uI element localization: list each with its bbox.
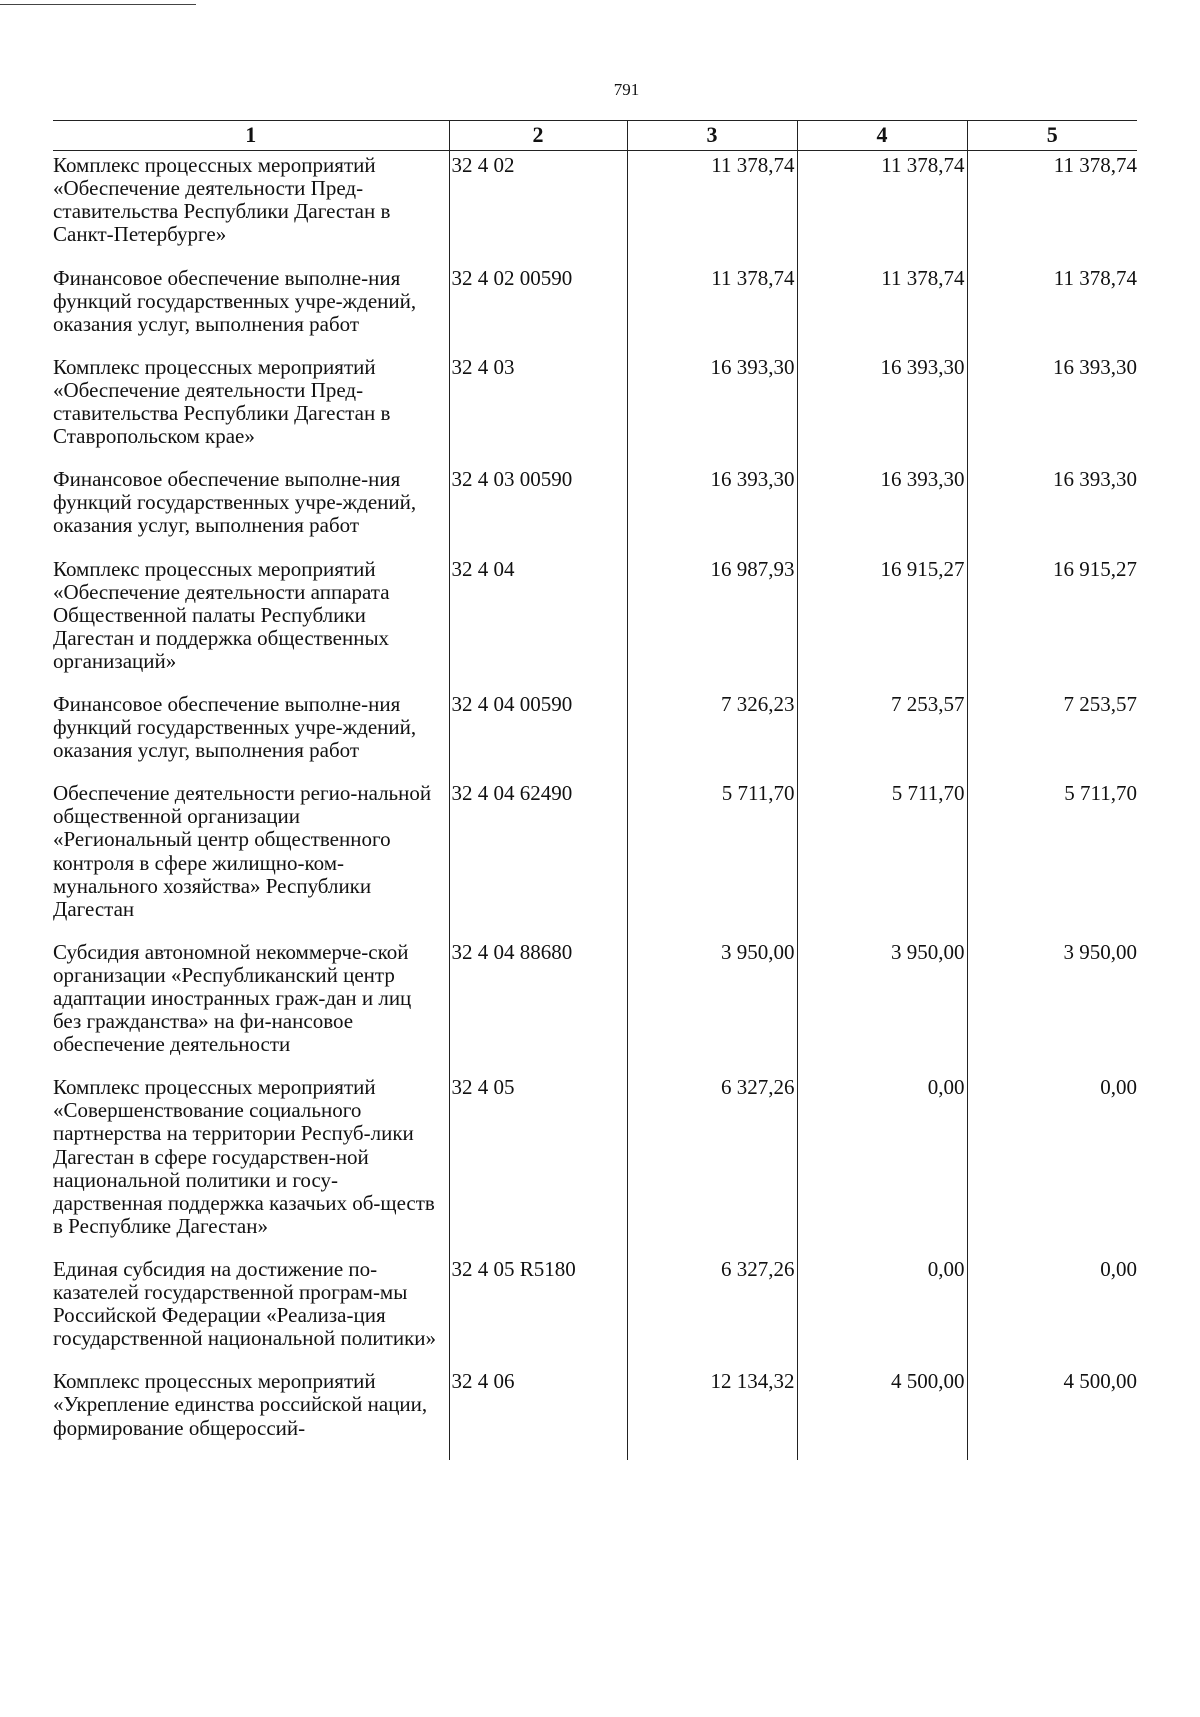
table-row [53, 693, 1137, 782]
row-value-col5: 16 393,30 [967, 468, 1137, 557]
row-value-col4: 3 950,00 [797, 941, 967, 1076]
row-value-col3: 5 711,70 [627, 782, 797, 941]
row-value-col3: 7 326,23 [627, 693, 797, 782]
row-name-cell: Обеспечение деятельности регио-нальной общественной организации «Региональный центр общественного контроля в сфере жилищно-ком-мунального хозяйства» Республики Дагестан [53, 781, 432, 921]
row-value-col5: 16 915,27 [967, 558, 1137, 693]
row-code-cell: 32 4 03 00590 [449, 468, 627, 557]
column-header-2: 2 [449, 121, 627, 151]
table-row [53, 941, 1137, 1076]
row-value-col3: 6 327,26 [627, 1076, 797, 1258]
table-row [53, 267, 1137, 356]
row-value-col3: 12 134,32 [627, 1370, 797, 1459]
row-name-cell: Субсидия автономной некоммерче-ской организации «Республиканский центр адаптации иностранных граж-дан и лиц без гражданства» на фи-нансовое обеспечение деятельности [53, 939, 412, 1057]
row-value-col3: 16 393,30 [627, 356, 797, 468]
table-row [53, 1258, 1137, 1370]
row-value-col4: 5 711,70 [797, 782, 967, 941]
row-code-cell: 32 4 04 88680 [449, 941, 627, 1076]
row-value-col4: 16 915,27 [797, 558, 967, 693]
row-value-col4: 7 253,57 [797, 693, 967, 782]
row-value-col4: 0,00 [797, 1076, 967, 1258]
row-name-cell: Финансовое обеспечение выполне-ния функций государственных учре-ждений, оказания услуг, выполнения работ [53, 265, 417, 336]
row-code-cell: 32 4 05 R5180 [449, 1258, 627, 1370]
row-value-col5: 3 950,00 [967, 941, 1137, 1076]
row-value-col3: 11 378,74 [627, 267, 797, 356]
row-code-cell: 32 4 02 [449, 151, 627, 267]
row-value-col5: 0,00 [967, 1076, 1137, 1258]
table-row [53, 1370, 1137, 1459]
row-value-col4: 11 378,74 [797, 267, 967, 356]
row-code-cell: 32 4 04 62490 [449, 782, 627, 941]
row-value-col5: 11 378,74 [967, 151, 1137, 267]
top-rule [0, 4, 196, 5]
table-row [53, 356, 1137, 468]
row-value-col5: 16 393,30 [967, 356, 1137, 468]
row-value-col3: 16 393,30 [627, 468, 797, 557]
column-header-3: 3 [627, 121, 797, 151]
row-name-cell: Комплекс процессных мероприятий «Обеспечение деятельности Пред-ставительства Республики Дагестан в Санкт-Петербурге» [53, 153, 391, 247]
row-value-col3: 16 987,93 [627, 558, 797, 693]
column-header-5: 5 [967, 121, 1137, 151]
row-value-col5: 0,00 [967, 1258, 1137, 1370]
table-row [53, 558, 1137, 693]
row-name-cell: Комплекс процессных мероприятий «Обеспечение деятельности Пред-ставительства Республики Дагестан в Ставропольском крае» [53, 354, 391, 449]
row-value-col3: 3 950,00 [627, 941, 797, 1076]
table-row [53, 782, 1137, 941]
row-value-col5: 5 711,70 [967, 782, 1137, 941]
row-name-cell: Единая субсидия на достижение по-казателей государственной програм-мы Российской Федерации «Реализа-ция государственной национальной политики» [53, 1256, 437, 1351]
row-value-col3: 11 378,74 [627, 151, 797, 267]
row-code-cell: 32 4 02 00590 [449, 267, 627, 356]
row-value-col4: 4 500,00 [797, 1370, 967, 1459]
table-row [53, 468, 1137, 557]
row-code-cell: 32 4 03 [449, 356, 627, 468]
row-value-col4: 16 393,30 [797, 468, 967, 557]
column-header-1: 1 [53, 121, 449, 151]
header-row [53, 121, 1137, 151]
row-value-col4: 11 378,74 [797, 151, 967, 267]
row-value-col4: 16 393,30 [797, 356, 967, 468]
row-name-cell: Комплекс процессных мероприятий «Обеспечение деятельности аппарата Общественной палаты Республики Дагестан и поддержка общественных организаций» [53, 556, 390, 673]
row-value-col5: 11 378,74 [967, 267, 1137, 356]
row-value-col5: 7 253,57 [967, 693, 1137, 782]
row-value-col3: 6 327,26 [627, 1258, 797, 1370]
row-code-cell: 32 4 04 [449, 558, 627, 693]
row-code-cell: 32 4 04 00590 [449, 693, 627, 782]
table-row [53, 1076, 1137, 1258]
table-body [53, 151, 1137, 1460]
row-value-col4: 0,00 [797, 1258, 967, 1370]
page-number: 791 [613, 80, 640, 99]
row-code-cell: 32 4 06 [449, 1370, 627, 1459]
row-name-cell: Финансовое обеспечение выполне-ния функций государственных учре-ждений, оказания услуг, выполнения работ [53, 691, 417, 763]
row-value-col5: 4 500,00 [967, 1370, 1137, 1459]
row-code-cell: 32 4 05 [449, 1076, 627, 1258]
budget-table [53, 120, 1137, 1460]
row-name-cell: Комплекс процессных мероприятий «Укрепление единства российской нации, формирование общероссий- [53, 1369, 428, 1440]
row-name-cell: Комплекс процессных мероприятий «Совершенствование социального партнерства на территории Респуб-лики Дагестан в сфере государствен-ной национальной политики и госу-дарственная поддержка казачьих об-ществ в Республике Дагестан» [53, 1075, 435, 1238]
table-row [53, 151, 1137, 267]
column-header-4: 4 [797, 121, 967, 151]
row-name-cell: Финансовое обеспечение выполне-ния функций государственных учре-ждений, оказания услуг, выполнения работ [53, 467, 417, 538]
